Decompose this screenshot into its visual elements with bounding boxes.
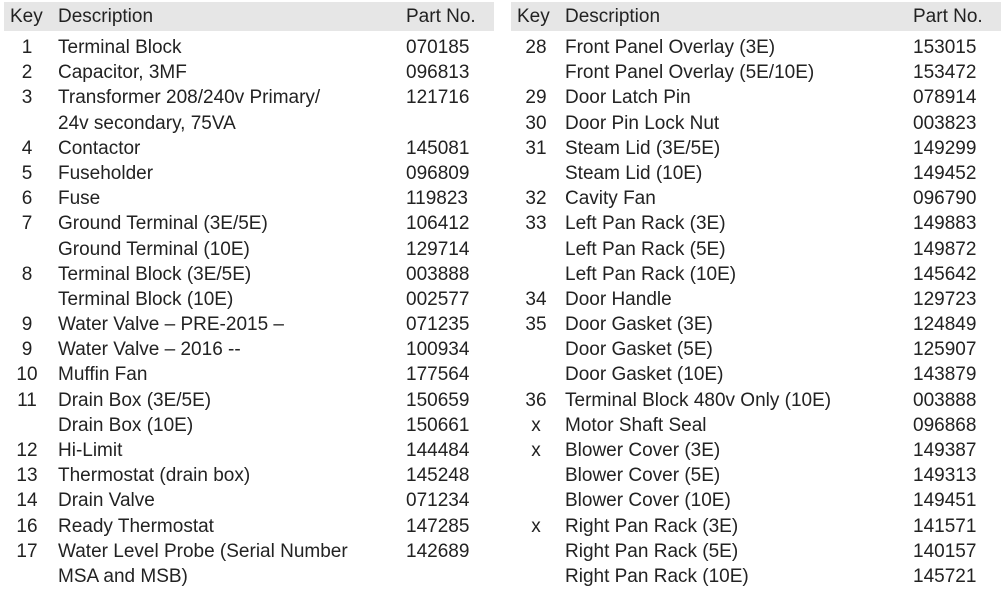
table-row (4, 262, 494, 287)
table-row (4, 35, 494, 60)
row-description: Water Valve – PRE-2015 – (58, 314, 284, 336)
table-row (4, 514, 494, 539)
row-part-number: 142689 (406, 540, 470, 562)
row-description: Right Pan Rack (5E) (565, 540, 739, 562)
table-row (4, 337, 494, 362)
row-key: 17 (16, 540, 38, 562)
row-part-number: 177564 (406, 364, 470, 386)
row-key: 30 (525, 112, 547, 134)
table-row (511, 388, 1001, 413)
row-part-number: 149299 (913, 137, 977, 159)
row-part-number: 145081 (406, 137, 470, 159)
row-description: Left Pan Rack (5E) (565, 238, 726, 260)
row-description: Steam Lid (3E/5E) (565, 137, 721, 159)
table-row (511, 111, 1001, 136)
row-description: Drain Box (10E) (58, 414, 194, 436)
header-key: Key (10, 6, 43, 27)
row-part-number: 125907 (913, 339, 977, 361)
row-part-number: 141571 (913, 515, 977, 537)
header-description: Description (58, 6, 154, 27)
table-row (511, 60, 1001, 85)
row-key: x (531, 414, 541, 436)
parts-table-left (4, 2, 494, 589)
table-row (4, 463, 494, 488)
row-key: 9 (21, 314, 33, 336)
row-description: Blower Cover (3E) (565, 440, 721, 461)
row-description: Water Valve – 2016 -- (58, 339, 241, 361)
table-row (4, 413, 494, 438)
row-key: 28 (525, 37, 547, 58)
row-description: Door Gasket (5E) (565, 339, 713, 361)
row-description: Door Gasket (3E) (565, 314, 713, 336)
row-part-number: 149387 (913, 440, 977, 461)
table-row (511, 413, 1001, 438)
row-key: 29 (525, 87, 547, 109)
row-part-number: 003823 (913, 112, 977, 134)
row-description: Transformer 208/240v Primary/ (58, 87, 321, 109)
table-row (4, 362, 494, 387)
row-part-number: 147285 (406, 515, 470, 537)
row-key: 11 (17, 389, 37, 411)
row-description: MSA and MSB) (58, 565, 188, 587)
row-description: Ready Thermostat (58, 515, 214, 537)
row-part-number: 145642 (913, 263, 977, 285)
table-row (511, 35, 1001, 60)
table-row (511, 312, 1001, 337)
row-part-number: 149872 (913, 238, 977, 260)
table-row (511, 262, 1001, 287)
row-description: Capacitor, 3MF (58, 62, 187, 84)
table-row (4, 211, 494, 236)
row-description: Left Pan Rack (10E) (565, 263, 737, 285)
table-row (511, 438, 1001, 463)
row-description: Fuse (58, 188, 101, 210)
row-key: 2 (21, 62, 33, 84)
row-part-number: 071234 (406, 490, 470, 512)
row-part-number: 149313 (913, 465, 977, 487)
table-row (4, 312, 494, 337)
row-key: 13 (16, 465, 38, 487)
row-key: 16 (16, 515, 38, 537)
table-row (511, 488, 1001, 513)
row-description: Hi-Limit (58, 440, 123, 461)
row-key: 5 (21, 162, 33, 184)
table-row (4, 438, 494, 463)
row-description: Cavity Fan (565, 188, 656, 210)
row-key: x (531, 515, 541, 537)
row-description: Ground Terminal (3E/5E) (58, 213, 268, 235)
row-part-number: 145721 (913, 565, 977, 587)
parts-table-right (511, 2, 1001, 589)
table-row (4, 539, 494, 564)
row-part-number: 150661 (406, 414, 470, 436)
table-row (511, 161, 1001, 186)
row-part-number: 119823 (406, 188, 468, 210)
row-key: 8 (21, 263, 33, 285)
row-description: Motor Shaft Seal (565, 414, 707, 436)
row-description: Terminal Block 480v Only (10E) (565, 389, 832, 411)
table-body (4, 35, 494, 589)
row-description: Left Pan Rack (3E) (565, 213, 726, 235)
row-key: 10 (16, 364, 38, 386)
row-key: 9 (21, 339, 33, 361)
row-part-number: 129714 (406, 238, 470, 260)
table-row (4, 388, 494, 413)
row-description: Blower Cover (5E) (565, 465, 721, 487)
header-part-no: Part No. (913, 6, 983, 27)
row-description: Right Pan Rack (10E) (565, 565, 749, 587)
table-row (4, 287, 494, 312)
row-part-number: 096868 (913, 414, 977, 436)
row-part-number: 003888 (406, 263, 470, 285)
table-row (511, 514, 1001, 539)
row-description: Fuseholder (58, 162, 154, 184)
row-description: Drain Valve (58, 490, 155, 512)
row-part-number: 140157 (913, 540, 977, 562)
row-part-number: 078914 (913, 87, 977, 109)
table-row (4, 488, 494, 513)
table-row (511, 337, 1001, 362)
table-row (511, 85, 1001, 110)
header-key: Key (517, 6, 550, 27)
row-part-number: 143879 (913, 364, 977, 386)
row-key: 33 (525, 213, 547, 235)
table-header (4, 2, 494, 31)
row-description: Front Panel Overlay (5E/10E) (565, 62, 815, 84)
row-description: Ground Terminal (10E) (58, 238, 250, 260)
table-row (511, 237, 1001, 262)
row-description: Thermostat (drain box) (58, 465, 251, 487)
table-row (511, 186, 1001, 211)
row-description: Terminal Block (3E/5E) (58, 263, 252, 285)
row-key: 3 (21, 87, 33, 109)
row-description: Muffin Fan (58, 364, 148, 386)
row-part-number: 149451 (913, 490, 977, 512)
row-part-number: 129723 (913, 288, 977, 310)
row-description: Steam Lid (10E) (565, 162, 703, 184)
row-part-number: 100934 (406, 339, 470, 361)
row-description: Door Pin Lock Nut (565, 112, 720, 134)
row-key: 12 (16, 440, 38, 461)
row-key: 35 (525, 314, 547, 336)
row-part-number: 002577 (406, 288, 470, 310)
table-row (4, 161, 494, 186)
table-row (4, 60, 494, 85)
row-part-number: 096790 (913, 188, 977, 210)
row-description: Right Pan Rack (3E) (565, 515, 739, 537)
row-part-number: 145248 (406, 465, 470, 487)
row-key: 31 (525, 137, 547, 159)
row-part-number: 096813 (406, 62, 470, 84)
row-key: 4 (21, 137, 33, 159)
row-description: Terminal Block (58, 37, 182, 58)
table-row (4, 111, 494, 136)
table-row (4, 136, 494, 161)
row-description: Door Latch Pin (565, 87, 691, 109)
row-part-number: 106412 (406, 213, 470, 235)
row-description: Terminal Block (10E) (58, 288, 234, 310)
row-key: 34 (525, 288, 547, 310)
row-part-number: 149883 (913, 213, 977, 235)
table-row (511, 211, 1001, 236)
row-description: Front Panel Overlay (3E) (565, 37, 776, 58)
row-key: 32 (525, 188, 547, 210)
table-row (4, 85, 494, 110)
row-part-number: 124849 (913, 314, 977, 336)
row-part-number: 071235 (406, 314, 470, 336)
table-row (511, 136, 1001, 161)
row-part-number: 003888 (913, 389, 977, 411)
header-description: Description (565, 6, 661, 27)
table-row (511, 362, 1001, 387)
table-row (511, 539, 1001, 564)
table-row (4, 186, 494, 211)
row-key: 14 (16, 490, 38, 512)
row-part-number: 121716 (406, 87, 470, 109)
row-part-number: 149452 (913, 162, 977, 184)
row-part-number: 144484 (406, 440, 470, 461)
row-key: 36 (525, 389, 547, 411)
row-description: Contactor (58, 137, 141, 159)
table-row (511, 564, 1001, 589)
row-key: 7 (21, 213, 33, 235)
row-part-number: 096809 (406, 162, 470, 184)
table-row (511, 287, 1001, 312)
row-description: Door Handle (565, 288, 672, 310)
row-key: 1 (21, 37, 33, 58)
table-row (511, 463, 1001, 488)
table-row (4, 237, 494, 262)
row-description: Blower Cover (10E) (565, 490, 731, 512)
row-description: Water Level Probe (Serial Number (58, 540, 348, 562)
table-row (4, 564, 494, 589)
row-description: Door Gasket (10E) (565, 364, 724, 386)
table-body (511, 35, 1001, 589)
row-part-number: 153472 (913, 62, 977, 84)
table-header (511, 2, 1001, 31)
row-description: 24v secondary, 75VA (58, 112, 236, 134)
header-part-no: Part No. (406, 6, 476, 27)
row-part-number: 153015 (913, 37, 977, 58)
row-part-number: 070185 (406, 37, 470, 58)
row-key: 6 (21, 188, 33, 210)
row-description: Drain Box (3E/5E) (58, 389, 212, 411)
row-part-number: 150659 (406, 389, 470, 411)
row-key: x (531, 440, 541, 461)
